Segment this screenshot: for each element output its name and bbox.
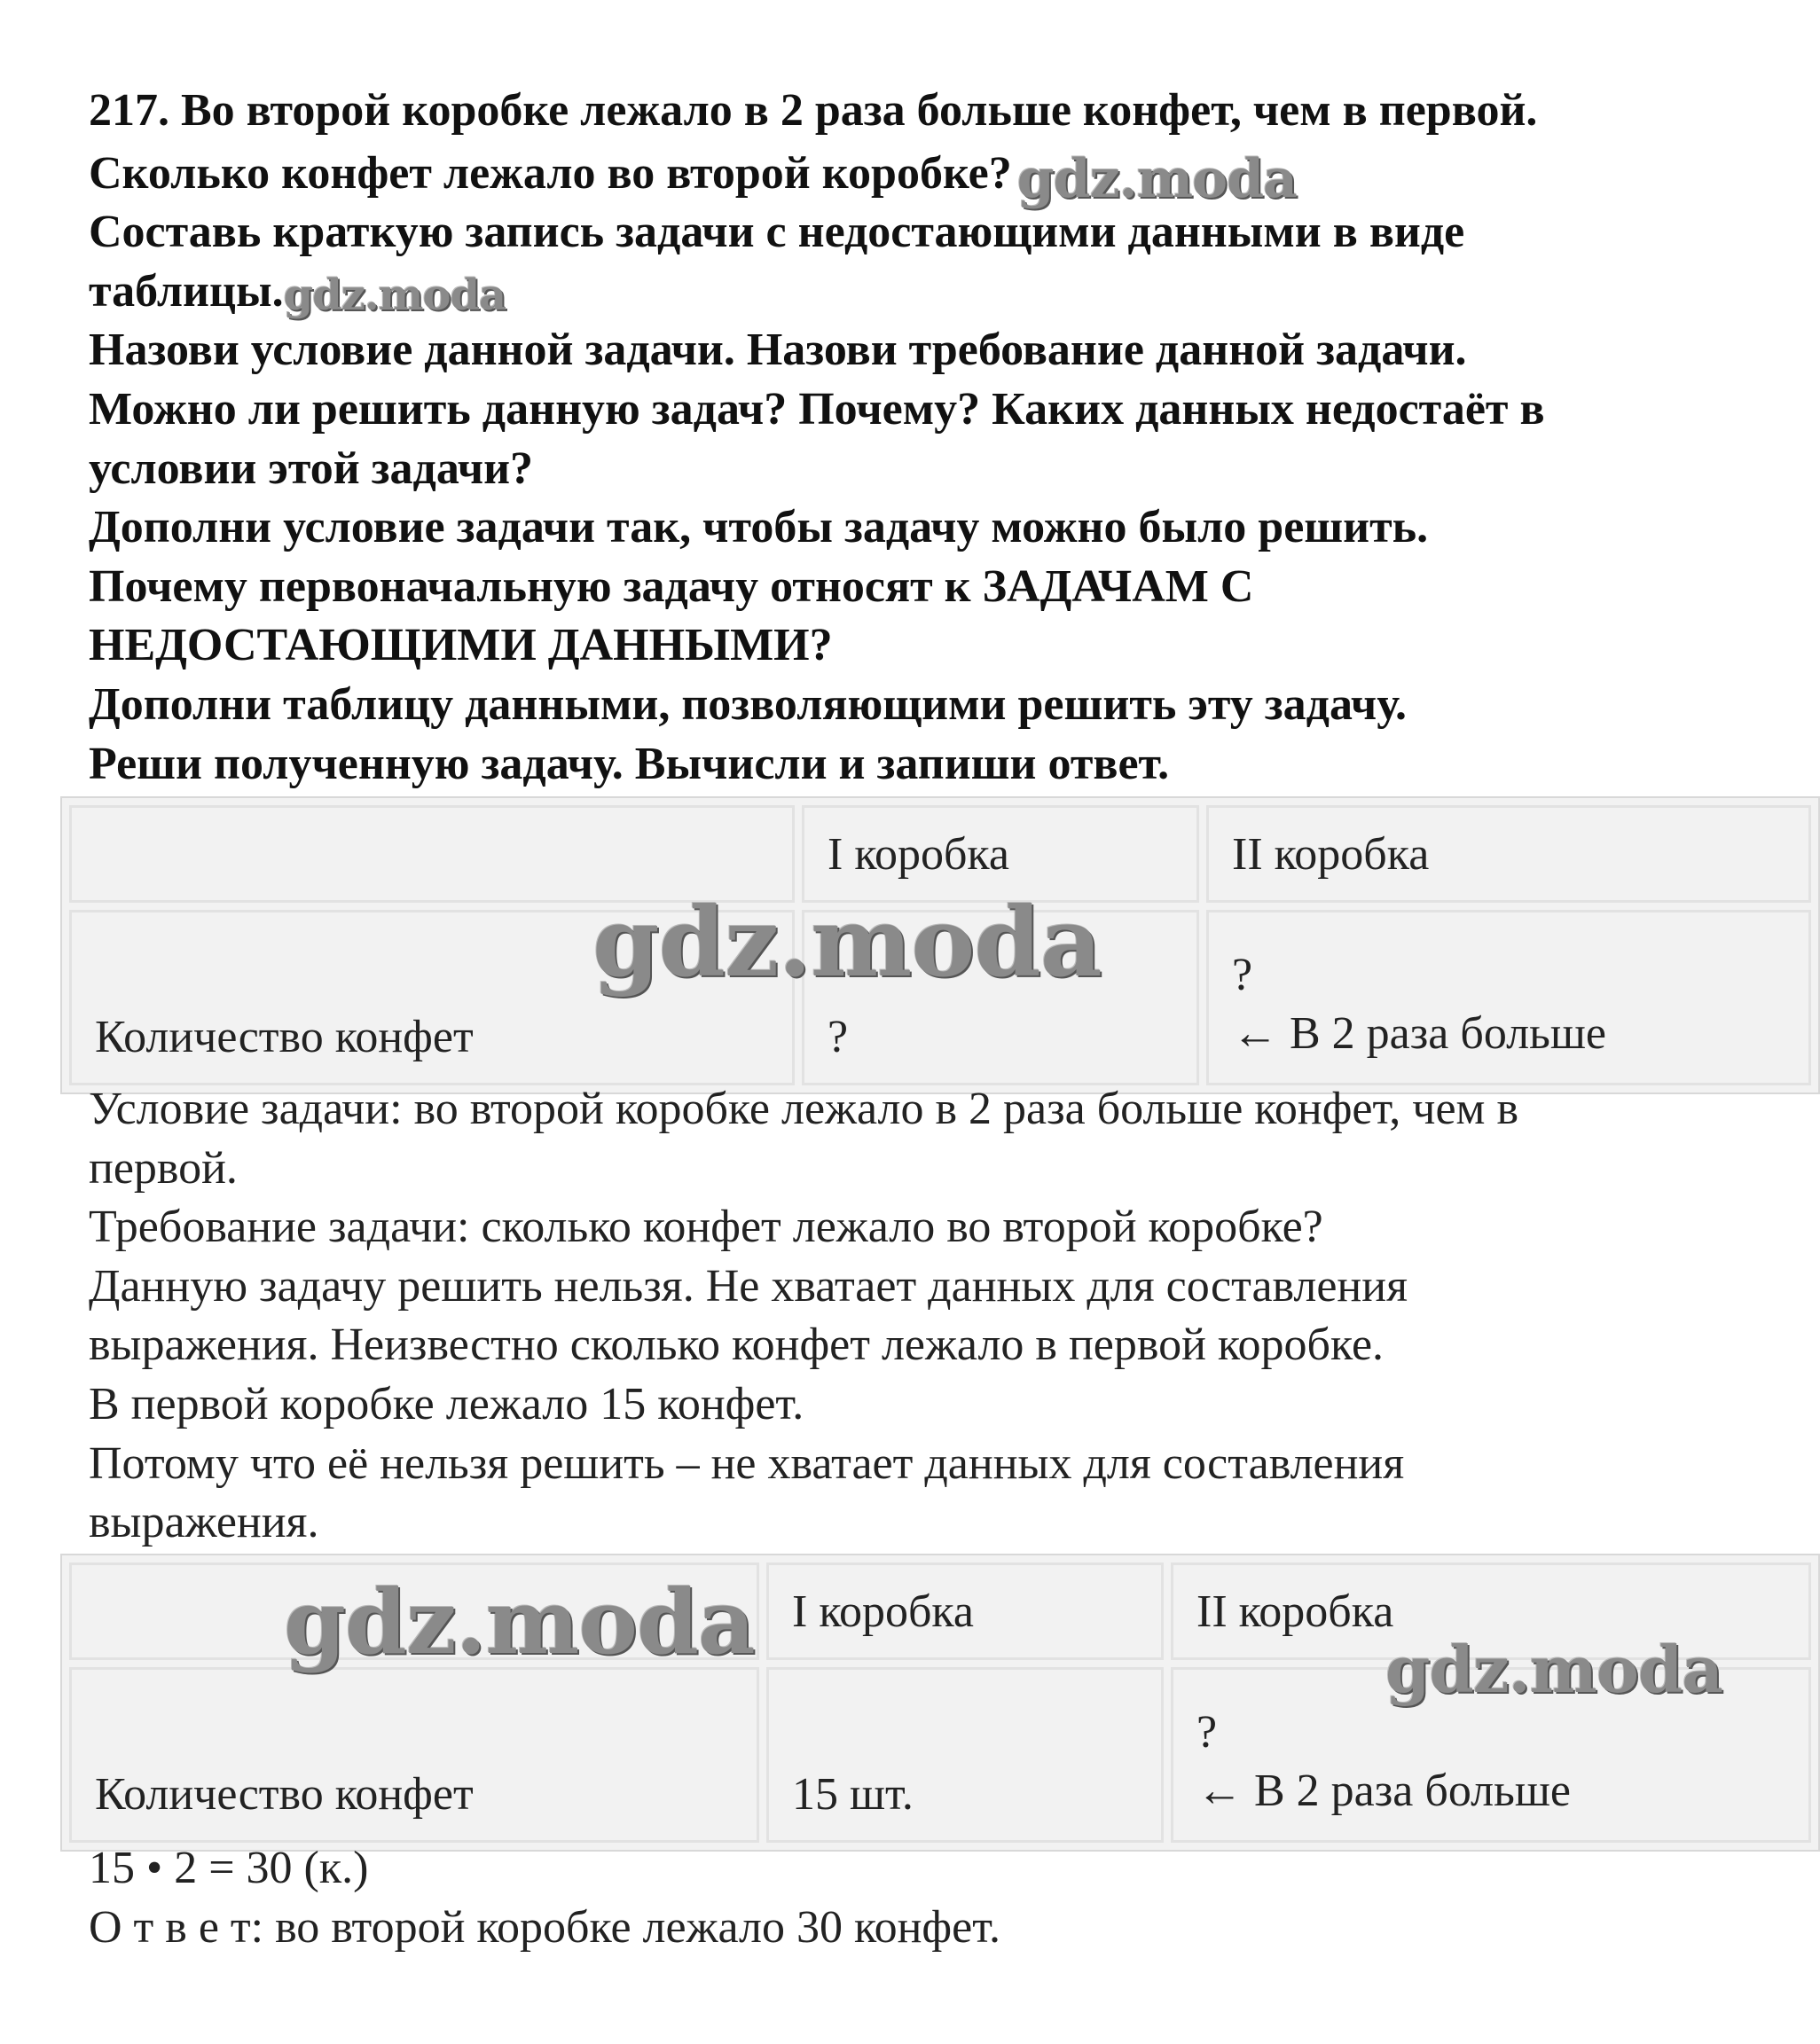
task-line-2: Сколько конфет лежало во второй коробке? gdz.moda <box>89 147 1297 210</box>
explanation-line-4: Данную задачу решить нельзя. Не хватает данных для составления <box>89 1260 1408 1312</box>
table-cell-relation: ← В 2 раза больше <box>1196 1766 1571 1816</box>
explanation <box>89 1080 1792 1553</box>
solution-answer: О т в е т: во второй коробке лежало 30 конфет. <box>89 1901 1001 1953</box>
watermark: gdz.moda <box>592 887 1102 999</box>
table-row-label: Количество конфет <box>69 1667 759 1843</box>
table-header-box-1: I коробка <box>766 1562 1164 1660</box>
task-line-4: таблицы.gdz.moda <box>89 265 506 320</box>
explanation-line-2: первой. <box>89 1142 238 1194</box>
explanation-line-1: Условие задачи: во второй коробке лежало в 2 раза больше конфет, чем в <box>89 1084 1518 1134</box>
solution <box>89 1839 1792 1957</box>
solution-calculation: 15 • 2 = 30 (к.) <box>89 1843 369 1893</box>
task-line-8: Дополни условие задачи так, чтобы задачу можно было решить. <box>89 502 1429 553</box>
table-header-box-2: II коробка <box>1171 1562 1811 1660</box>
task-line-1: 217. Во второй коробке лежало в 2 раза больше конфет, чем в первой. <box>89 85 1538 136</box>
task-line-3: Составь краткую запись задачи с недостающими данными в виде <box>89 207 1465 258</box>
watermark: gdz.moda <box>284 1570 755 1674</box>
table-cell-relation: ← В 2 раза больше <box>1232 1008 1606 1059</box>
watermark: gdz.moda <box>283 270 506 320</box>
task-statement <box>89 82 1792 794</box>
task-line-9: Почему первоначальную задачу относят к ЗАДАЧАМ С <box>89 560 1254 612</box>
explanation-line-5: выражения. Неизвестно сколько конфет лежало в первой коробке. <box>89 1320 1385 1371</box>
task-line-11: Дополни таблицу данными, позволяющими решить эту задачу. <box>89 678 1407 730</box>
table-header-box-1: I коробка <box>802 805 1199 903</box>
task-line-7: условии этой задачи? <box>89 442 534 494</box>
watermark: gdz.moda <box>1385 1632 1722 1707</box>
watermark: gdz.moda <box>1016 147 1297 210</box>
table-cell-box-1: ? <box>802 910 1199 1085</box>
table-cell-question: ? <box>1232 950 1253 1000</box>
explanation-line-6: В первой коробке лежало 15 конфет. <box>89 1378 804 1429</box>
explanation-line-8: выражения. <box>89 1497 319 1548</box>
task-line-6: Можно ли решить данную задач? Почему? Каких данных недостаёт в <box>89 383 1545 435</box>
table-cell-box-2 <box>1206 910 1811 1085</box>
task-line-12: Реши полученную задачу. Вычисли и запиши ответ. <box>89 738 1170 789</box>
task-line-5: Назови условие данной задачи. Назови требование данной задачи. <box>89 325 1467 376</box>
explanation-line-3: Требование задачи: сколько конфет лежало во второй коробке? <box>89 1202 1323 1253</box>
table-cell-box-1: 15 шт. <box>766 1667 1164 1843</box>
task-line-10: НЕДОСТАЮЩИМИ ДАННЫМИ? <box>89 620 833 671</box>
table-header-box-2: II коробка <box>1206 805 1811 903</box>
explanation-line-7: Потому что её нельзя решить – не хватает данных для составления <box>89 1437 1405 1489</box>
table-row-label: Количество конфет <box>69 910 795 1085</box>
table-cell-question: ? <box>1196 1707 1218 1758</box>
